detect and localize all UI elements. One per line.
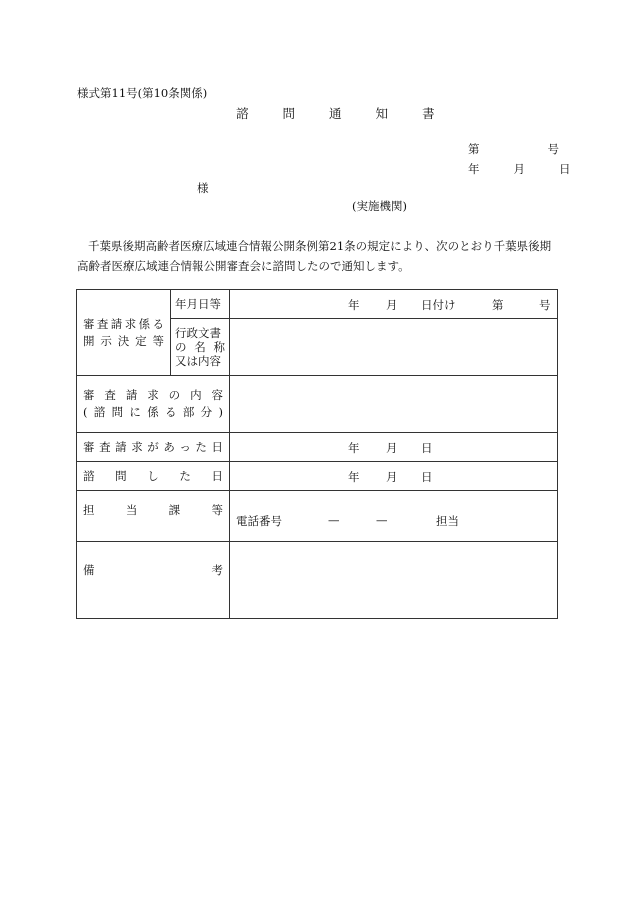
label-line: 審査請求係る [83,316,164,331]
issuing-agency: (実施機関) [352,199,407,213]
addressee-honorific: 様 [197,181,209,195]
consultation-date-label: 諮問した日 [77,462,230,491]
number-go: 号 [547,142,559,156]
table-row [77,290,558,319]
department-label: 担当課等 [77,491,230,542]
number-dai-label: 第 [492,298,504,312]
dated-label: 日付け [421,298,456,312]
number-dai: 第 [468,142,480,156]
title-char: 書 [422,106,435,121]
label-line: 開示決定等 [83,333,164,348]
request-content-value[interactable] [230,376,558,433]
title-char: 諮 [236,106,249,121]
title-char: 問 [282,106,296,121]
request-date-value[interactable] [230,433,558,462]
disclosure-decision-label [77,290,171,376]
form-number-label: 様式第11号(第10条関係) [77,86,208,100]
decision-date-value[interactable] [230,290,558,319]
consultation-date-value[interactable] [230,462,558,491]
document-number [468,141,559,157]
request-content-label [77,376,230,433]
label-line: 行政文書 [175,326,221,340]
table-row [77,462,558,491]
year-label: 年 [348,298,360,312]
phone-dash: — [328,513,340,527]
title-char: 通 [329,106,342,121]
year-label: 年 [348,441,360,455]
month-label: 月 [386,298,398,312]
number-go-label: 号 [539,298,551,312]
table-row [77,433,558,462]
month-label: 月 [386,441,398,455]
phone-label: 電話番号 [236,514,282,528]
month-label: 月 [386,470,398,484]
year-label: 年 [348,470,360,484]
date-day: 日 [559,162,571,176]
body-text: 千葉県後期高齢者医療広域連合情報公開条例第21条の規定により、次のとおり千葉県後期高齢者医療広域連合情報公開審査会に諮問したので通知します。 [77,239,552,273]
day-label: 日 [421,470,433,484]
document-name-value[interactable] [230,319,558,376]
phone-dash: — [376,513,388,527]
date-year: 年 [468,162,480,176]
title-char: 知 [375,106,389,121]
label-line: (諮問に係る部分) [83,405,223,419]
date-month: 月 [513,162,525,176]
document-name-label [171,319,230,376]
notice-form-table [76,289,558,619]
department-value[interactable] [230,491,558,542]
remarks-label: 備考 [77,542,230,619]
label-line: 審査請求の内容 [83,388,223,402]
request-date-label: 審査請求があった日 [77,433,230,462]
document-title [236,104,469,122]
person-in-charge-label: 担当 [436,514,459,528]
table-row [77,542,558,619]
label-line: の名称 [175,340,225,354]
remarks-value[interactable] [230,542,558,619]
table-row [77,376,558,433]
table-row [77,491,558,542]
day-label: 日 [421,441,433,455]
document-date [468,161,571,177]
date-etc-label: 年月日等 [171,290,230,319]
label-line: 又は内容 [175,354,221,368]
